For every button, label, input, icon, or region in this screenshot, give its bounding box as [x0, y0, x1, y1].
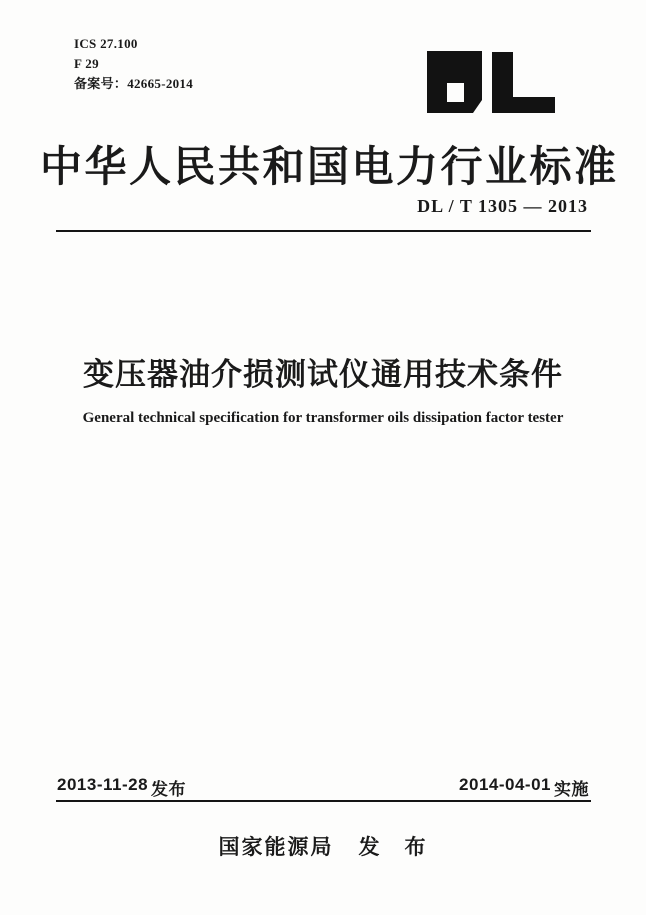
publisher-row — [0, 831, 646, 861]
implementation-date-pair — [459, 775, 589, 800]
publish-label: 发 布 — [358, 835, 428, 859]
standard-title-en: General technical specification for transformer oils dissipation factor tester — [82, 410, 564, 426]
publisher-name: 国家能源局 — [218, 835, 334, 859]
dl-logo-icon — [427, 51, 555, 113]
standard-number: DL / T 1305 — 2013 — [417, 196, 588, 216]
issue-date-pair — [57, 775, 186, 800]
classification-code: F 29 — [74, 56, 99, 71]
meta-block — [74, 34, 193, 94]
issue-label: 发布 — [151, 780, 187, 799]
bottom-rule — [56, 800, 591, 802]
dl-logo — [427, 51, 555, 113]
implementation-label: 实施 — [554, 780, 589, 799]
ics-code: ICS 27.100 — [74, 36, 138, 51]
standard-title-zh: 变压器油介损测试仪通用技术条件 — [83, 357, 563, 392]
issue-date: 2013-11-28 — [57, 775, 149, 794]
dates-row — [57, 775, 589, 800]
implementation-date: 2014-04-01 — [459, 775, 551, 794]
top-rule — [56, 230, 591, 232]
standard-body-title: 中华人民共和国电力行业标准 — [40, 145, 619, 191]
record-number: 备案号：42665-2014 — [74, 76, 194, 91]
